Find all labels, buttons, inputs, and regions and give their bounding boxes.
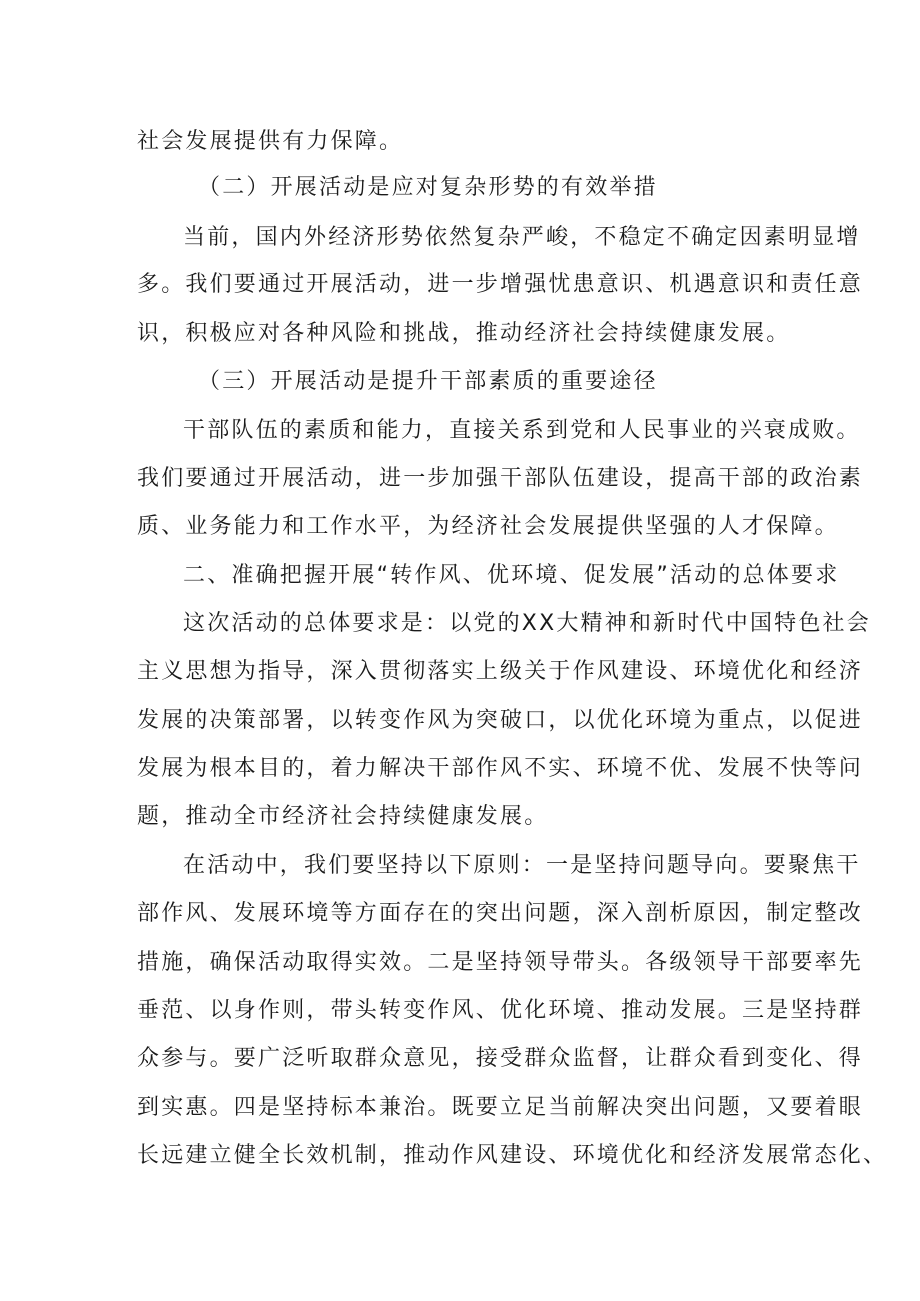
paragraph-line: 措施，确保活动取得实效。二是坚持领导带头。各级领导干部要率先: [137, 950, 864, 975]
paragraph-line: 多。我们要通过开展活动，进一步增强忧患意识、机遇意识和责任意: [137, 272, 864, 297]
paragraph-line: 识，积极应对各种风险和挑战，推动经济社会持续健康发展。: [137, 321, 791, 346]
paragraph-line: 长远建立健全长效机制，推动作风建设、环境优化和经济发展常态化、: [137, 1143, 888, 1168]
section-heading-3: （三）开展活动是提升干部素质的重要途径: [198, 369, 658, 394]
paragraph-line: 垂范、以身作则，带头转变作风、优化环境、推动发展。三是坚持群: [137, 998, 864, 1023]
paragraph-line: 主义思想为指导，深入贯彻落实上级关于作风建设、环境优化和经济: [137, 659, 864, 684]
paragraph-line: 部作风、发展环境等方面存在的突出问题，深入剖析原因，制定整改: [137, 901, 864, 926]
paragraph-line: 题，推动全市经济社会持续健康发展。: [137, 804, 549, 829]
paragraph-line: 我们要通过开展活动，进一步加强干部队伍建设，提高干部的政治素: [137, 466, 864, 491]
paragraph-line: 发展的决策部署，以转变作风为突破口，以优化环境为重点，以促进: [137, 708, 864, 733]
main-heading-2: 二、准确把握开展“转作风、优环境、促发展”活动的总体要求: [183, 563, 840, 588]
paragraph-line: 在活动中，我们要坚持以下原则：一是坚持问题导向。要聚焦干: [183, 853, 861, 878]
paragraph-line: 当前，国内外经济形势依然复杂严峻，不稳定不确定因素明显增: [183, 225, 861, 250]
paragraph-line: 到实惠。四是坚持标本兼治。既要立足当前解决突出问题，又要着眼: [137, 1095, 864, 1120]
paragraph-line: 质、业务能力和工作水平，为经济社会发展提供坚强的人才保障。: [137, 514, 839, 539]
paragraph-line: 众参与。要广泛听取群众意见，接受群众监督，让群众看到变化、得: [137, 1046, 864, 1071]
paragraph-line: 发展为根本目的，着力解决干部作风不实、环境不优、发展不快等问: [137, 756, 864, 781]
section-heading-2: （二）开展活动是应对复杂形势的有效举措: [198, 175, 658, 200]
paragraph-line: 社会发展提供有力保障。: [137, 129, 404, 154]
paragraph-line: 这次活动的总体要求是：以党的XX大精神和新时代中国特色社会: [183, 611, 871, 636]
paragraph-line: 干部队伍的素质和能力，直接关系到党和人民事业的兴衰成败。: [183, 418, 861, 443]
